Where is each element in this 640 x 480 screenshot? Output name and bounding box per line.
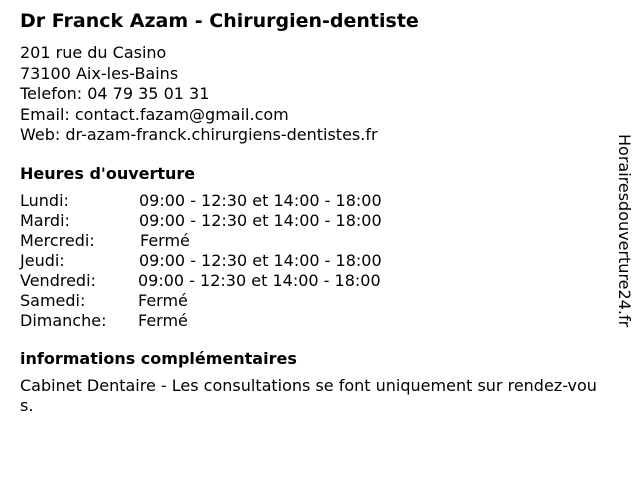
hours-time: Fermé [138,310,188,330]
street: 201 rue du Casino [20,43,167,62]
hours-time: 09:00 - 12:30 et 14:00 - 18:00 [139,190,382,210]
email: Email: contact.fazam@gmail.com [20,104,289,124]
hours-row [20,271,610,291]
hours-day: Vendredi: [20,270,96,290]
hours-time: 09:00 - 12:30 et 14:00 - 18:00 [139,210,382,230]
hours-time: 09:00 - 12:30 et 14:00 - 18:00 [139,250,382,270]
hours-table [20,191,610,331]
info-text: Cabinet Dentaire - Les consultations se font uniquement sur rendez-vous. [20,375,597,415]
hours-time: Fermé [140,230,190,250]
hours-day: Lundi: [20,190,69,210]
hours-day: Jeudi: [20,250,65,270]
hours-time: Fermé [138,290,188,310]
website: Web: dr-azam-franck.chirurgiens-dentistes.fr [20,125,378,144]
hours-heading: Heures d'ouverture [20,163,196,183]
hours-day: Mercredi: [20,230,95,250]
practice-card [20,8,610,417]
page-title: Dr Franck Azam - Chirurgien-dentiste [20,10,419,32]
phone: Telefon: 04 79 35 01 31 [20,84,210,103]
hours-row [20,311,610,331]
site-watermark: Horairesdouverture24.fr [615,134,634,328]
hours-day: Dimanche: [20,310,107,330]
hours-row [20,291,610,311]
hours-row [20,211,610,231]
hours-row [20,231,610,251]
hours-row [20,191,610,211]
hours-row [20,251,610,271]
info-heading: informations complémentaires [20,348,297,368]
city: 73100 Aix-les-Bains [20,63,179,83]
hours-day: Samedi: [20,290,86,310]
address-block [20,43,610,146]
hours-day: Mardi: [20,210,70,230]
hours-time: 09:00 - 12:30 et 14:00 - 18:00 [138,270,381,290]
